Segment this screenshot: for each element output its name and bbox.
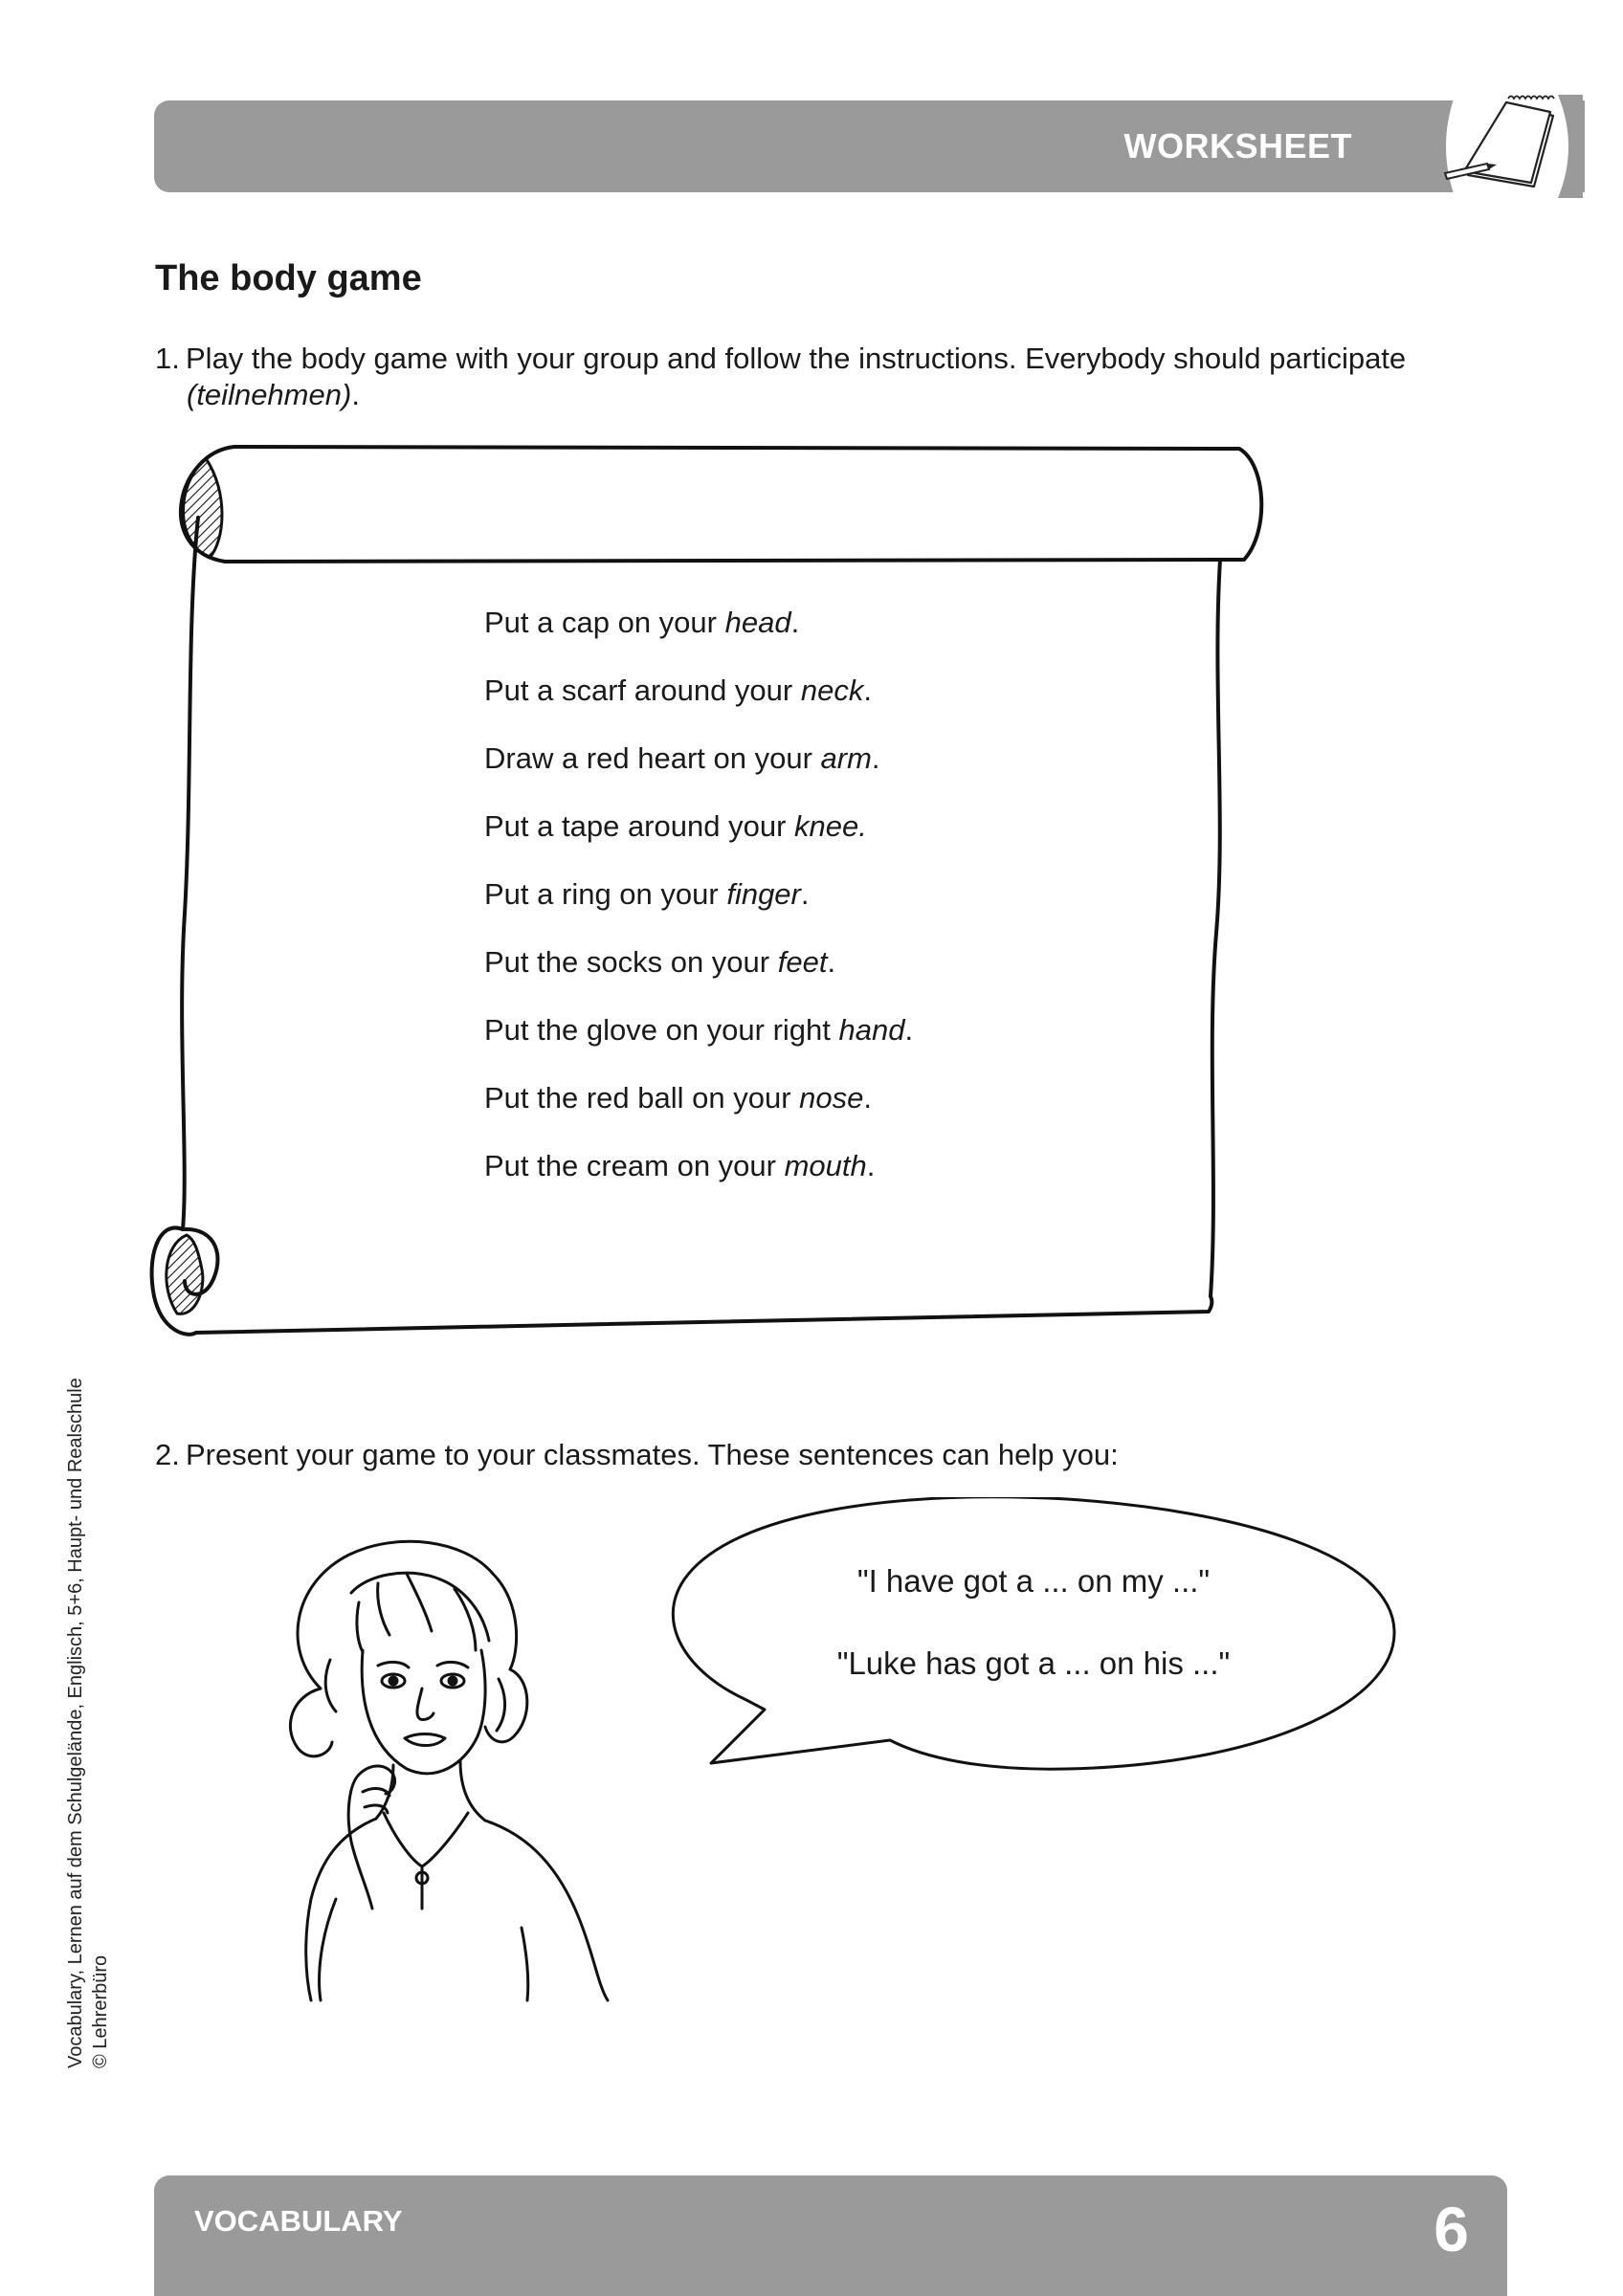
instruction-item: Put the red ball on your nose. — [484, 1081, 873, 1115]
task-1 — [155, 341, 1495, 413]
instruction-item: Put the glove on your right hand. — [484, 1013, 914, 1047]
task-1-gloss: (teilnehmen) — [187, 378, 352, 411]
speech-bubble — [665, 1497, 1402, 1784]
instruction-list — [484, 601, 913, 1212]
instruction-item: Put a ring on your finger. — [484, 877, 810, 911]
page-title: The body game — [155, 258, 422, 298]
bubble-sentence-2: "Luke has got a ... on his ..." — [836, 1645, 1231, 1681]
woman-illustration — [263, 1535, 627, 2004]
credit-line-1: Vocabulary, Lernen auf dem Schulgelände, Englisch, 5+6, Haupt- und Realschule — [65, 1378, 86, 2068]
instruction-item: Put a cap on your head. — [484, 606, 800, 639]
credit-line-2: © Lehrerbüro — [90, 1954, 111, 2068]
task-2-text: Present your game to your classmates. These sentences can help you: — [186, 1438, 1119, 1471]
footer-subject: VOCABULARY — [194, 2204, 403, 2238]
instruction-item: Put the socks on your feet. — [484, 945, 836, 979]
side-credit — [63, 1265, 113, 2068]
notepad-icon — [1428, 91, 1583, 202]
task-1-gloss-end: . — [351, 378, 360, 411]
task-2 — [155, 1437, 1119, 1473]
instruction-item: Put a tape around your knee. — [484, 809, 867, 843]
page-number: 6 — [1434, 2194, 1469, 2264]
task-2-number: 2. — [155, 1438, 180, 1471]
task-1-number: 1. — [155, 342, 180, 375]
instruction-item: Put a scarf around your neck. — [484, 673, 872, 707]
header-bar — [154, 100, 1585, 192]
footer-bar — [154, 2175, 1507, 2296]
task-1-text: Play the body game with your group and follow the instructions. Everybody should participate — [186, 342, 1407, 375]
instruction-item: Draw a red heart on your arm. — [484, 741, 880, 775]
worksheet-label: WORKSHEET — [1123, 126, 1352, 166]
instruction-item: Put the cream on your mouth. — [484, 1149, 876, 1182]
bubble-sentence-1: "I have got a ... on my ..." — [856, 1563, 1211, 1599]
